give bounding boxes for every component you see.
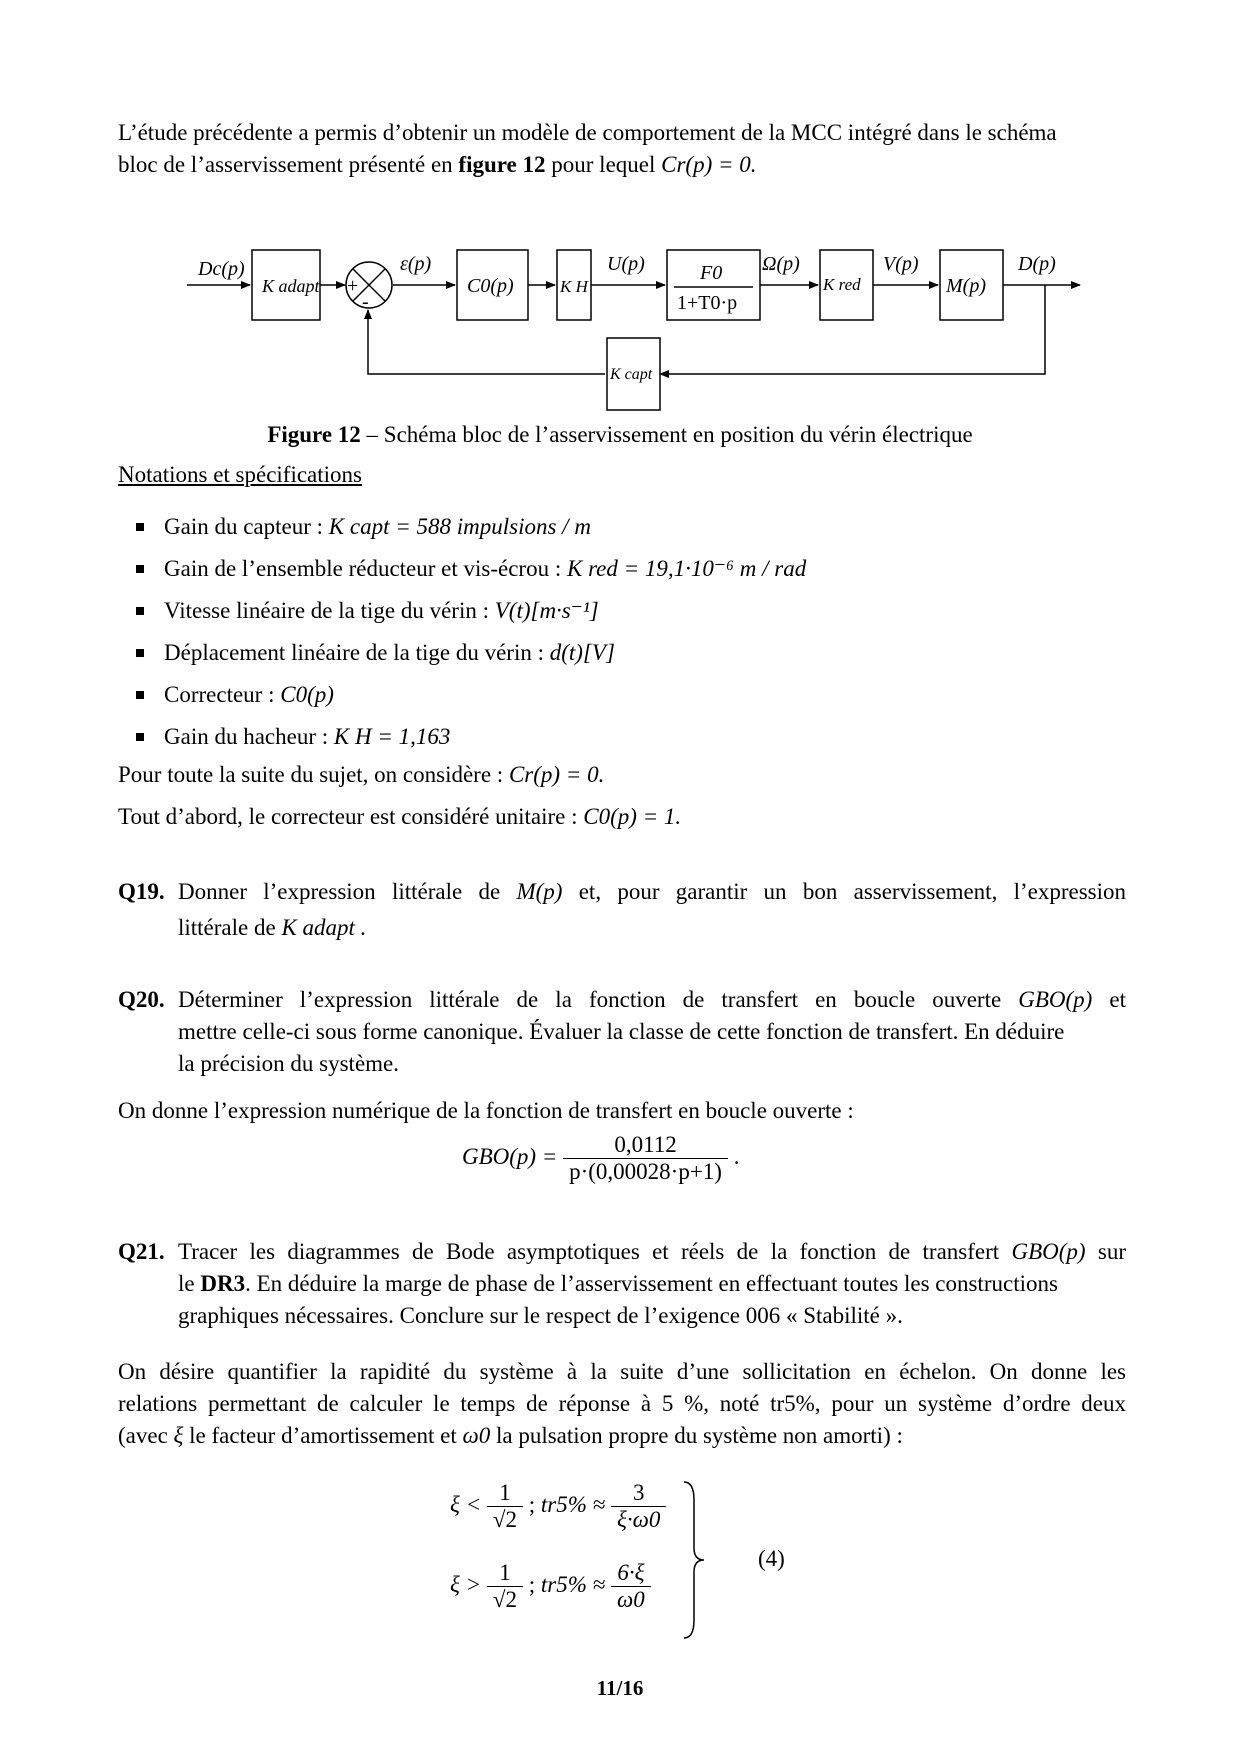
q21-text: sur [1097,1239,1127,1264]
question-number: Q20. [118,987,165,1012]
bullet-speed [136,590,1036,632]
gbo-end: . [733,1143,740,1169]
gbo-lhs: GBO(p) = [462,1143,558,1169]
block-mp-label: M(p) [946,275,986,297]
gbo-numerator: 0,0112 [614,1132,677,1157]
bullet-corrector [136,674,1036,716]
row2-sep: ; [528,1571,536,1597]
signal-d: D(p) [1018,253,1056,275]
q20-text: Déterminer l’expression littérale de la fonction de transfert en boucle ouverte [178,987,1002,1012]
rapidity-text: la pulsation propre du système non amorti) : [495,1423,903,1448]
bullet-kh [136,716,1036,758]
question-number: Q19. [118,879,165,904]
block-kcapt-label: K capt [610,366,653,383]
bullet-text: Gain du hacheur : [164,724,329,749]
q21-line-3: graphiques nécessaires. Conclure sur le respect de l’exigence 006 « Stabilité ». [178,1303,903,1328]
q21-math: GBO(p) [1011,1239,1086,1264]
intro-math: Cr(p) = 0. [661,152,757,177]
bullet-math: K red = 19,1·10⁻⁶ m / rad [566,556,807,581]
q19-text: littérale de [178,915,276,940]
signal-dc: Dc(p) [198,258,245,280]
gbo-fraction [563,1132,728,1185]
block-c0-label: C0(p) [467,275,514,297]
statement-math: C0(p) = 1. [583,804,682,829]
numeric-intro: On donne l’expression numérique de la fonction de transfert en boucle ouverte : [118,1098,854,1123]
statement-text: Pour toute la suite du sujet, on considère : [118,762,504,787]
q20-line-2: mettre celle-ci sous forme canonique. Évaluer la classe de cette fonction de transfert. En déduire [178,1019,1065,1044]
bullet-math: V(t)[m·s⁻¹] [494,598,599,623]
row2-fnum: 1 [499,1560,511,1585]
block-f0-num: F0 [700,262,723,284]
bullet-kred [136,548,1036,590]
bullet-displacement [136,632,1036,674]
row1-tr: tr5% ≈ [540,1491,606,1517]
signal-u: U(p) [607,253,645,275]
statement-text: Tout d’abord, le correcteur est considéré unitaire : [118,804,578,829]
row1-result [611,1480,666,1533]
page-number: 11/16 [596,1676,644,1700]
question-q20 [118,984,1126,1080]
formula-label: (4) [758,1546,785,1571]
q20-line-1 [178,984,1126,1016]
row1-fden: √2 [487,1506,523,1533]
block-diagram [0,0,1240,420]
bullet-text: Déplacement linéaire de la tige du vérin : [164,640,544,665]
q20-math: GBO(p) [1018,987,1093,1012]
question-q19 [118,876,1126,944]
signal-omega: Ω(p) [762,253,800,275]
bullet-text: Gain de l’ensemble réducteur et vis-écrou : [164,556,562,581]
omega0-symbol: ω0 [462,1423,491,1448]
sum-minus: - [362,291,369,313]
q19-text: Donner l’expression littérale de [178,879,501,904]
q21-text: . En déduire la marge de phase de l’asservissement en effectuant toutes les constructions [245,1271,1058,1296]
row1-sep: ; [528,1491,536,1517]
block-f0-den: 1+T0·p [677,292,738,314]
q19-math: M(p) [516,879,563,904]
rapidity-line-2: relations permettant de calculer le temps de réponse à 5 %, noté tr5%, pour un système d’ordre deux [118,1391,1126,1416]
notations-title: Notations et spécifications [118,462,362,487]
bullet-text: Vitesse linéaire de la tige du vérin : [164,598,489,623]
row2-fden: √2 [487,1586,523,1613]
q20-text: et [1109,987,1127,1012]
formula-brace [680,1480,710,1640]
formula-row-2 [450,1560,651,1613]
q20-line-3: la précision du système. [178,1051,400,1076]
figure-caption [0,422,1240,448]
question-number: Q21. [118,1239,165,1264]
bullet-math: K H = 1,163 [333,724,451,749]
row2-tr: tr5% ≈ [540,1571,606,1597]
q21-text: le [178,1271,195,1296]
block-kh-label: K H [560,277,588,296]
q19-line-1 [178,876,1126,908]
row1-rnum: 3 [632,1480,645,1505]
q19-text: et, pour garantir un bon asservissement, l’expression [578,879,1127,904]
statement-cr [118,762,604,788]
row2-result [611,1560,651,1613]
question-q21 [118,1236,1126,1332]
intro-text-3: pour lequel [551,152,656,177]
q21-text: Tracer les diagrammes de Bode asymptotiques et réels de la fonction de transfert [178,1239,1000,1264]
rapidity-paragraph [118,1356,1126,1452]
formula-row-1 [450,1480,666,1533]
xi-symbol: ξ [173,1423,184,1448]
sum-plus: + [347,275,359,297]
caption-text: – Schéma bloc de l’asservissement en position du vérin électrique [366,422,973,447]
rapidity-line-3 [118,1420,1126,1452]
notations-list [136,506,1036,758]
formula-4 [450,1480,1010,1640]
intro-text-2: bloc de l’asservissement présenté en [118,152,453,177]
q19-line-2 [178,912,1126,944]
block-kadapt-label: K adapt [262,276,320,296]
row1-rden: ξ·ω0 [611,1506,666,1533]
rapidity-line-1: On désire quantifier la rapidité du système à la suite d’une sollicitation en échelon. On donne les [118,1359,1126,1384]
bullet-math: C0(p) [280,682,334,707]
caption-label: Figure 12 [267,422,361,447]
q21-line-2 [178,1268,1126,1300]
statement-math: Cr(p) = 0. [508,762,605,787]
statement-c0 [118,804,681,830]
figure-ref: figure 12 [458,152,546,177]
rapidity-text: le facteur d’amortissement et [189,1423,457,1448]
row1-fraction [487,1480,523,1533]
bullet-math: d(t)[V] [549,640,615,665]
intro-text-1: L’étude précédente a permis d’obtenir un modèle de comportement de la MCC intégré dans le schéma [118,120,1057,145]
block-kred-label: K red [823,275,861,294]
row2-rnum: 6·ξ [617,1560,645,1585]
dr3-ref: DR3 [200,1271,246,1296]
row1-fnum: 1 [499,1480,511,1505]
gbo-denominator: p·(0,00028·p+1) [563,1158,728,1185]
rapidity-text: (avec [118,1423,168,1448]
row2-fraction [487,1560,523,1613]
q19-math: K adapt . [281,915,367,940]
row1-lhs: ξ < [450,1491,482,1517]
row2-lhs: ξ > [450,1571,482,1597]
row2-rden: ω0 [611,1586,651,1613]
bullet-text: Correcteur : [164,682,275,707]
bullet-text: Gain du capteur : [164,514,324,539]
bullet-math: K capt = 588 impulsions / m [328,514,591,539]
signal-eps: ε(p) [400,253,432,275]
bullet-kcapt [136,506,1036,548]
q21-line-1 [178,1236,1126,1268]
numeric-expression [462,1132,739,1185]
signal-v: V(p) [883,253,919,275]
